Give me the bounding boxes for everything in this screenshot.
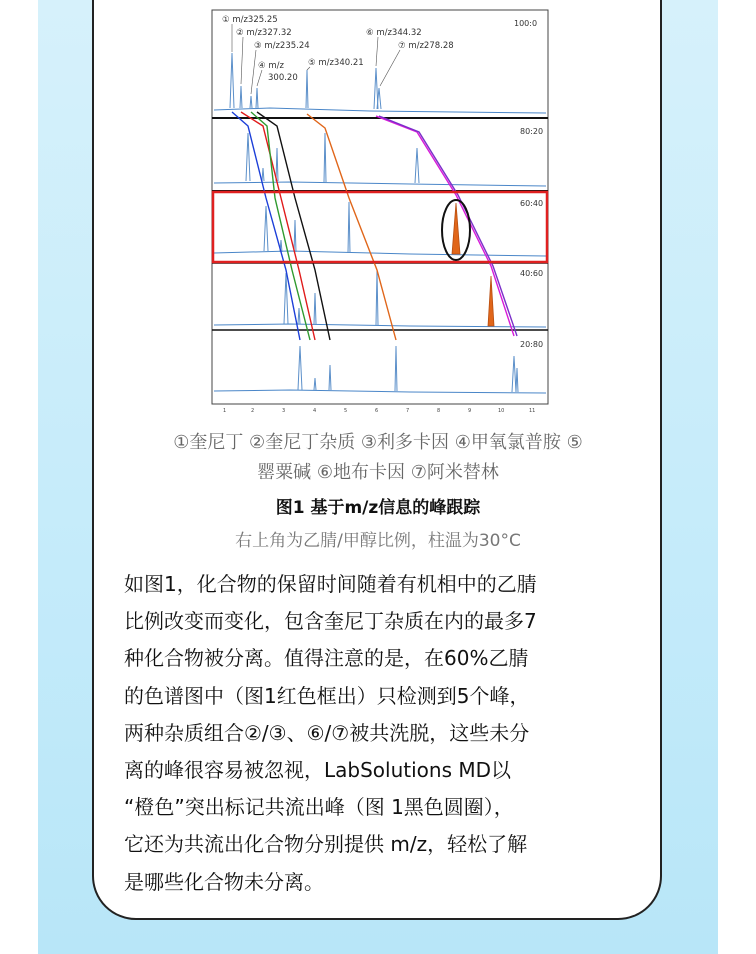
peak-label-1: ① m/z325.25 [222, 15, 278, 25]
x-tick-2: 2 [251, 408, 255, 414]
chromatogram-figure [210, 8, 550, 416]
body-line-4: 的色谱图中（图1红色框出）只检测到5个峰， [124, 683, 530, 708]
body-line-6: 离的峰很容易被忽视，LabSolutions MD以 [124, 758, 512, 783]
peak-label-2: ② m/z327.32 [236, 28, 292, 38]
x-tick-9: 9 [468, 408, 472, 414]
figure-legend-line-1: ①奎尼丁 ②奎尼丁杂质 ③利多卡因 ④甲氧氯普胺 ⑤ [173, 432, 583, 453]
peak-label-5: ⑤ m/z340.21 [308, 58, 364, 68]
body-line-8: 它还为共流出化合物分别提供 m/z，轻松了解 [124, 832, 528, 857]
x-tick-10: 10 [498, 408, 505, 414]
figure-title: 图1 基于m/z信息的峰跟踪 [275, 498, 481, 518]
x-tick-7: 7 [406, 408, 410, 414]
ratio-label-2: 80:20 [520, 127, 544, 136]
figure-legend-line-2: 罂粟碱 ⑥地布卡因 ⑦阿米替林 [257, 462, 499, 483]
body-line-3: 种化合物被分离。值得注意的是，在60%乙腈 [124, 646, 529, 671]
body-line-2: 比例改变而变化，包含奎尼丁杂质在内的最多7 [124, 609, 537, 634]
x-tick-8: 8 [437, 408, 441, 414]
x-tick-5: 5 [344, 408, 348, 414]
ratio-label-5: 20:80 [520, 340, 544, 349]
ratio-label-4: 40:60 [520, 269, 544, 278]
right-margin [718, 0, 756, 954]
body-line-1: 如图1，化合物的保留时间随着有机相中的乙腈 [124, 572, 537, 596]
body-line-7: “橙色”突出标记共流出峰（图 1黑色圆圈）， [124, 795, 514, 820]
x-tick-11: 11 [529, 408, 536, 414]
peak-label-6: ⑥ m/z344.32 [366, 28, 422, 38]
x-tick-3: 3 [282, 408, 286, 414]
ratio-label-1: 100:0 [514, 19, 538, 28]
figure-subtitle: 右上角为乙腈/甲醇比例，柱温为30°C [235, 531, 521, 551]
body-line-5: 两种杂质组合②/③、⑥/⑦被共洗脱，这些未分 [124, 720, 530, 745]
peak-label-3: ③ m/z235.24 [254, 41, 310, 51]
x-tick-4: 4 [313, 408, 317, 414]
peak-label-7: ⑦ m/z278.28 [398, 41, 454, 51]
body-line-9: 是哪些化合物未分离。 [124, 869, 324, 894]
peak-label-4: ④ m/z [258, 61, 284, 71]
x-tick-1: 1 [223, 408, 227, 414]
x-tick-6: 6 [375, 408, 379, 414]
left-margin [0, 0, 38, 954]
body-paragraph [124, 566, 640, 901]
ratio-label-3: 60:40 [520, 199, 544, 208]
peak-label-4-mz: 300.20 [268, 73, 298, 83]
